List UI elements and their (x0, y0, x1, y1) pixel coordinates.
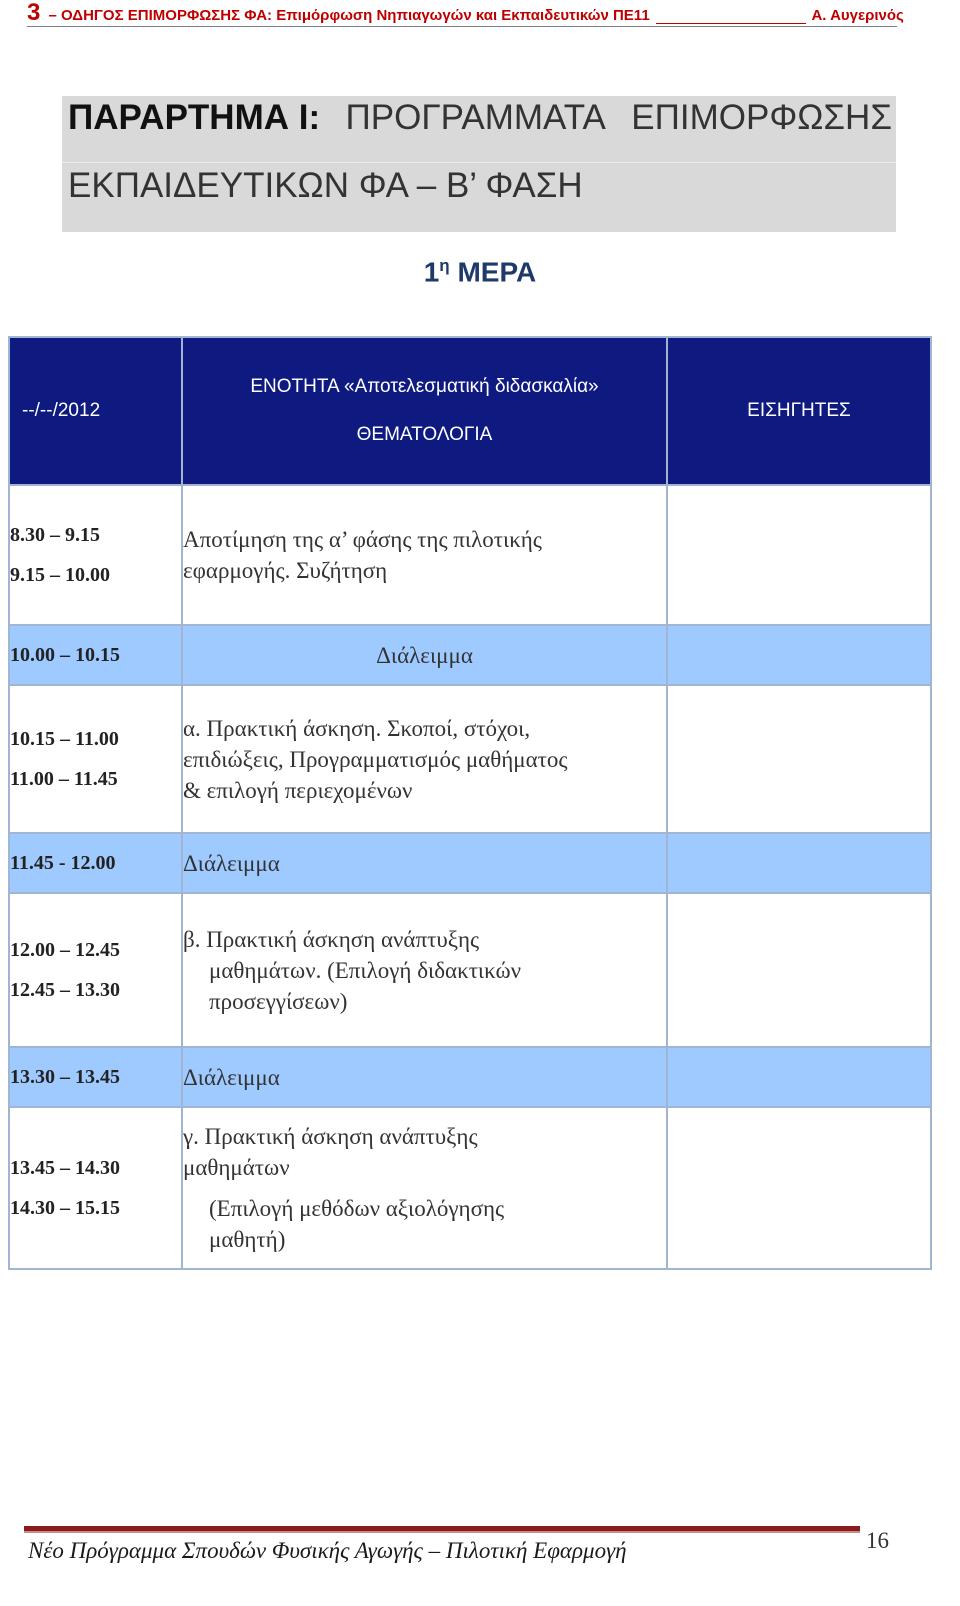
chapter-number: 3 (27, 0, 41, 26)
appendix-label: ΠΑΡΑΡΤΗΜΑ Ι: (68, 98, 321, 137)
topic-line: εφαρμογής. Συζήτηση (183, 558, 388, 583)
time-cell (9, 893, 182, 1047)
topic-cell: Διάλειμμα (182, 625, 667, 685)
time-slot: 13.45 – 14.30 (10, 1157, 120, 1179)
topic-cell: Διάλειμμα (182, 833, 667, 893)
table-row (9, 893, 931, 1047)
time-slot: 9.15 – 10.00 (10, 564, 110, 586)
header-theme: ΘΕΜΑΤΟΛΟΓΙΑ (356, 424, 493, 445)
appendix-divider (62, 162, 896, 163)
table-row-break (9, 625, 931, 685)
schedule-table (8, 336, 932, 1270)
time-cell: 10.00 – 10.15 (9, 625, 182, 685)
time-slot: 14.30 – 15.15 (10, 1197, 120, 1219)
table-row-break (9, 1047, 931, 1107)
topic-line: Αποτίμηση της α’ φάσης της πιλοτικής (183, 527, 542, 552)
page-number: 16 (866, 1528, 889, 1553)
appendix-title-line-2: ΕΚΠΑΙΔΕΥΤΙΚΩΝ ΦΑ – Β’ ΦΑΣΗ (68, 166, 583, 205)
time-cell (9, 1107, 182, 1269)
table-row (9, 685, 931, 833)
topic-line: & επιλογή περιεχομένων (183, 777, 413, 803)
speaker-cell (667, 833, 931, 893)
speaker-cell (667, 625, 931, 685)
time-cell: 11.45 - 12.00 (9, 833, 182, 893)
topic-cell: Διάλειμμα (182, 1047, 667, 1107)
table-row (9, 485, 931, 625)
speaker-cell (667, 685, 931, 833)
day-heading (0, 256, 960, 288)
footer-rule (24, 1526, 860, 1533)
table-row (9, 1107, 931, 1269)
running-header (27, 0, 904, 27)
footer-text: Νέο Πρόγραμμα Σπουδών Φυσικής Αγωγής – Πιλοτική Εφαρμογή (28, 1538, 627, 1563)
time-slot: 8.30 – 9.15 (10, 524, 100, 546)
header-author: Α. Αυγερινός (811, 7, 904, 24)
topic-cell (182, 893, 667, 1047)
topic-cell (182, 685, 667, 833)
speaker-cell (667, 1047, 931, 1107)
day-ordinal: η (439, 256, 450, 275)
time-cell: 13.30 – 13.45 (9, 1047, 182, 1107)
time-slot: 10.15 – 11.00 (10, 728, 119, 750)
speaker-cell (667, 893, 931, 1047)
topic-cell (182, 485, 667, 625)
time-slot: 12.45 – 13.30 (10, 979, 120, 1001)
table-header-row (9, 337, 931, 485)
time-cell (9, 685, 182, 833)
header-unit-cell (182, 337, 667, 485)
header-date: --/--/2012 (9, 337, 182, 485)
header-title: – ΟΔΗΓΟΣ ΕΠΙΜΟΡΦΩΣΗΣ ΦΑ: Επιμόρφωση Νηπιαγωγών και Εκπαιδευτικών ΠΕ11 (48, 7, 650, 24)
table-row-break (9, 833, 931, 893)
topic-line: (Επιλογή μεθόδων αξιολόγησης (209, 1196, 505, 1221)
time-slot: 12.00 – 12.45 (10, 939, 120, 961)
appendix-title-box (62, 96, 896, 232)
topic-line: μαθημάτων (183, 1155, 290, 1180)
day-number: 1 (423, 256, 440, 288)
speaker-cell (667, 485, 931, 625)
topic-cell (182, 1107, 667, 1269)
appendix-title-word-1: ΠΡΟΓΡΑΜΜΑΤΑ (345, 98, 606, 137)
header-rule (656, 7, 806, 24)
header-unit: ΕΝΟΤΗΤΑ «Αποτελεσματική διδασκαλία» (250, 376, 599, 397)
appendix-title-word-2: ΕΠΙΜΟΡΦΩΣΗΣ (631, 98, 892, 137)
topic-line: γ. Πρακτική άσκηση ανάπτυξης (183, 1124, 478, 1149)
topic-line: επιδιώξεις, Προγραμματισμός μαθήματος (183, 746, 568, 772)
topic-line: β. Πρακτική άσκηση ανάπτυξης (183, 926, 480, 952)
topic-line: προσεγγίσεων) (209, 988, 348, 1014)
topic-line: μαθημάτων. (Επιλογή διδακτικών (209, 957, 522, 983)
speaker-cell (667, 1107, 931, 1269)
header-speakers: ΕΙΣΗΓΗΤΕΣ (667, 337, 931, 485)
time-cell (9, 485, 182, 625)
topic-line: α. Πρακτική άσκηση. Σκοποί, στόχοι, (183, 715, 531, 741)
time-slot: 11.00 – 11.45 (10, 768, 118, 790)
topic-line: μαθητή) (209, 1227, 286, 1252)
day-label: ΜΕΡΑ (457, 256, 537, 288)
appendix-title-line-1 (68, 98, 892, 138)
